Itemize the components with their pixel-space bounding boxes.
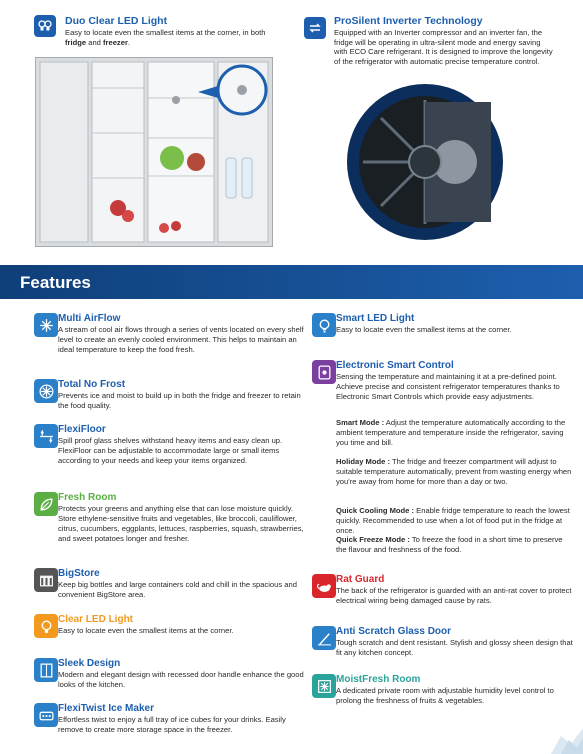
feature-title: Rat Guard bbox=[336, 574, 385, 585]
feature-title: Fresh Room bbox=[58, 492, 117, 503]
fridge-image bbox=[35, 57, 273, 247]
bottles-icon bbox=[34, 568, 58, 592]
features-heading: Features bbox=[20, 273, 91, 292]
quick-cooling-mode: Quick Cooling Mode : Enable fridge temperature to reach the lowest quickly. Recommended to use when a lot of food put in the fridge at once. bbox=[336, 506, 570, 535]
feature-desc: The back of the refrigerator is guarded with an anti-rat cover to protect electrical wiring being damaged cause by rats. bbox=[336, 586, 572, 605]
feature-title: MoistFresh Room bbox=[336, 674, 421, 685]
smart-mode: Smart Mode : Adjust the temperature automatically according to the ambient temperature and temperature inside the refrigerator, saving you time and bill. bbox=[336, 418, 566, 447]
feature-desc: Keep big bottles and large containers cold and chill in the spacious and convenient BigStore area. bbox=[58, 580, 297, 599]
inverter-title: ProSilent Inverter Technology bbox=[334, 15, 483, 27]
compressor-image bbox=[345, 82, 515, 247]
feature-title: FlexiFloor bbox=[58, 424, 106, 435]
inverter-cycle-icon bbox=[304, 17, 326, 39]
feature-title: Clear LED Light bbox=[58, 614, 134, 625]
duo-led-desc: Easy to locate even the smallest items at the corner, in both fridge and freezer. bbox=[65, 28, 266, 47]
moist-snow-icon bbox=[312, 674, 336, 698]
feature-title: Sleek Design bbox=[58, 658, 121, 669]
touch-icon bbox=[312, 360, 336, 384]
bulb-outline-icon bbox=[312, 313, 336, 337]
feature-desc: A dedicated private room with adjustable humidity level control to prolong the freshness of fruits & vegetables. bbox=[336, 686, 554, 705]
feature-desc: A stream of cool air flows through a series of vents located on every shelf level to create an evenly cooled environment. This helps to maintain an ideal temperature to keep the food fresh. bbox=[58, 325, 304, 354]
feature-title: BigStore bbox=[58, 568, 100, 579]
feature-desc: Easy to locate even the smallest items at the corner. bbox=[58, 626, 234, 635]
feature-title: Multi AirFlow bbox=[58, 313, 121, 324]
feature-title: Anti Scratch Glass Door bbox=[336, 626, 452, 637]
rat-icon bbox=[312, 574, 336, 598]
bulb-icon bbox=[34, 614, 58, 638]
feature-desc: Protects your greens and anything else that can lose moisture quickly. Store ethylene-sensitive fruits and vegetables, like broccoli, cauliflower, citrus, cucumbers, eggplants, lettuces, raspberries, squash, strawberries, and sweet potatoes longer and fresher. bbox=[58, 504, 304, 543]
door-icon bbox=[34, 658, 58, 682]
feature-desc: Modern and elegant design with recessed door handle enhance the good looks of the kitchen. bbox=[58, 670, 304, 689]
led-bulbs-icon bbox=[34, 15, 56, 37]
duo-led-title: Duo Clear LED Light bbox=[65, 15, 168, 27]
feature-desc: Tough scratch and dent resistant. Stylish and glossy sheen design that fit any kitchen concept. bbox=[336, 638, 573, 657]
ice-decoration bbox=[543, 718, 583, 754]
feature-desc: Spill proof glass shelves withstand heavy items and easy clean up. FlexiFloor can be adjustable to accommodate large or small items according to your needs and keep your items organized. bbox=[58, 436, 283, 465]
flexi-floor-icon bbox=[34, 424, 58, 448]
feature-title: Electronic Smart Control bbox=[336, 360, 454, 371]
ice-tray-icon bbox=[34, 703, 58, 727]
snowflake-fan-icon bbox=[34, 379, 58, 403]
feature-desc: Prevents ice and moist to build up in both the fridge and freezer to retain the food quality. bbox=[58, 391, 301, 410]
inverter-desc: Equipped with an Inverter compressor and an inverter fan, the fridge will be operating in ultra-silent mode and energy saving with ECO Care refrigerant. It is designed to improve the longevity of the refrigerator with automatic precise temperature control. bbox=[334, 28, 553, 66]
holiday-mode: Holiday Mode : The fridge and freezer compartment will adjust to suitable temperature automatically, prevent from wasting energy when you're away from home for more than a day or two. bbox=[336, 457, 572, 486]
feature-desc: Sensing the temperature and maintaining it at a pre-defined point. Achieve precise and consistent refrigerator temperatures thanks to Electronic Smart Controls which provide easy adjustments. bbox=[336, 372, 560, 401]
airflow-icon bbox=[34, 313, 58, 337]
feature-title: Total No Frost bbox=[58, 379, 126, 390]
leaf-icon bbox=[34, 492, 58, 516]
features-banner bbox=[0, 265, 583, 299]
feature-desc: Easy to locate even the smallest items at the corner. bbox=[336, 325, 512, 334]
glass-wipe-icon bbox=[312, 626, 336, 650]
feature-desc: Effortless twist to enjoy a full tray of ice cubes for your drinks. Easily remove to create more storage space in the freezer. bbox=[58, 715, 286, 734]
feature-title: FlexiTwist Ice Maker bbox=[58, 703, 154, 714]
quick-freeze-mode: Quick Freeze Mode : To freeze the food in a short time to preserve the flavour and freshness of the food. bbox=[336, 535, 563, 554]
feature-title: Smart LED Light bbox=[336, 313, 415, 324]
